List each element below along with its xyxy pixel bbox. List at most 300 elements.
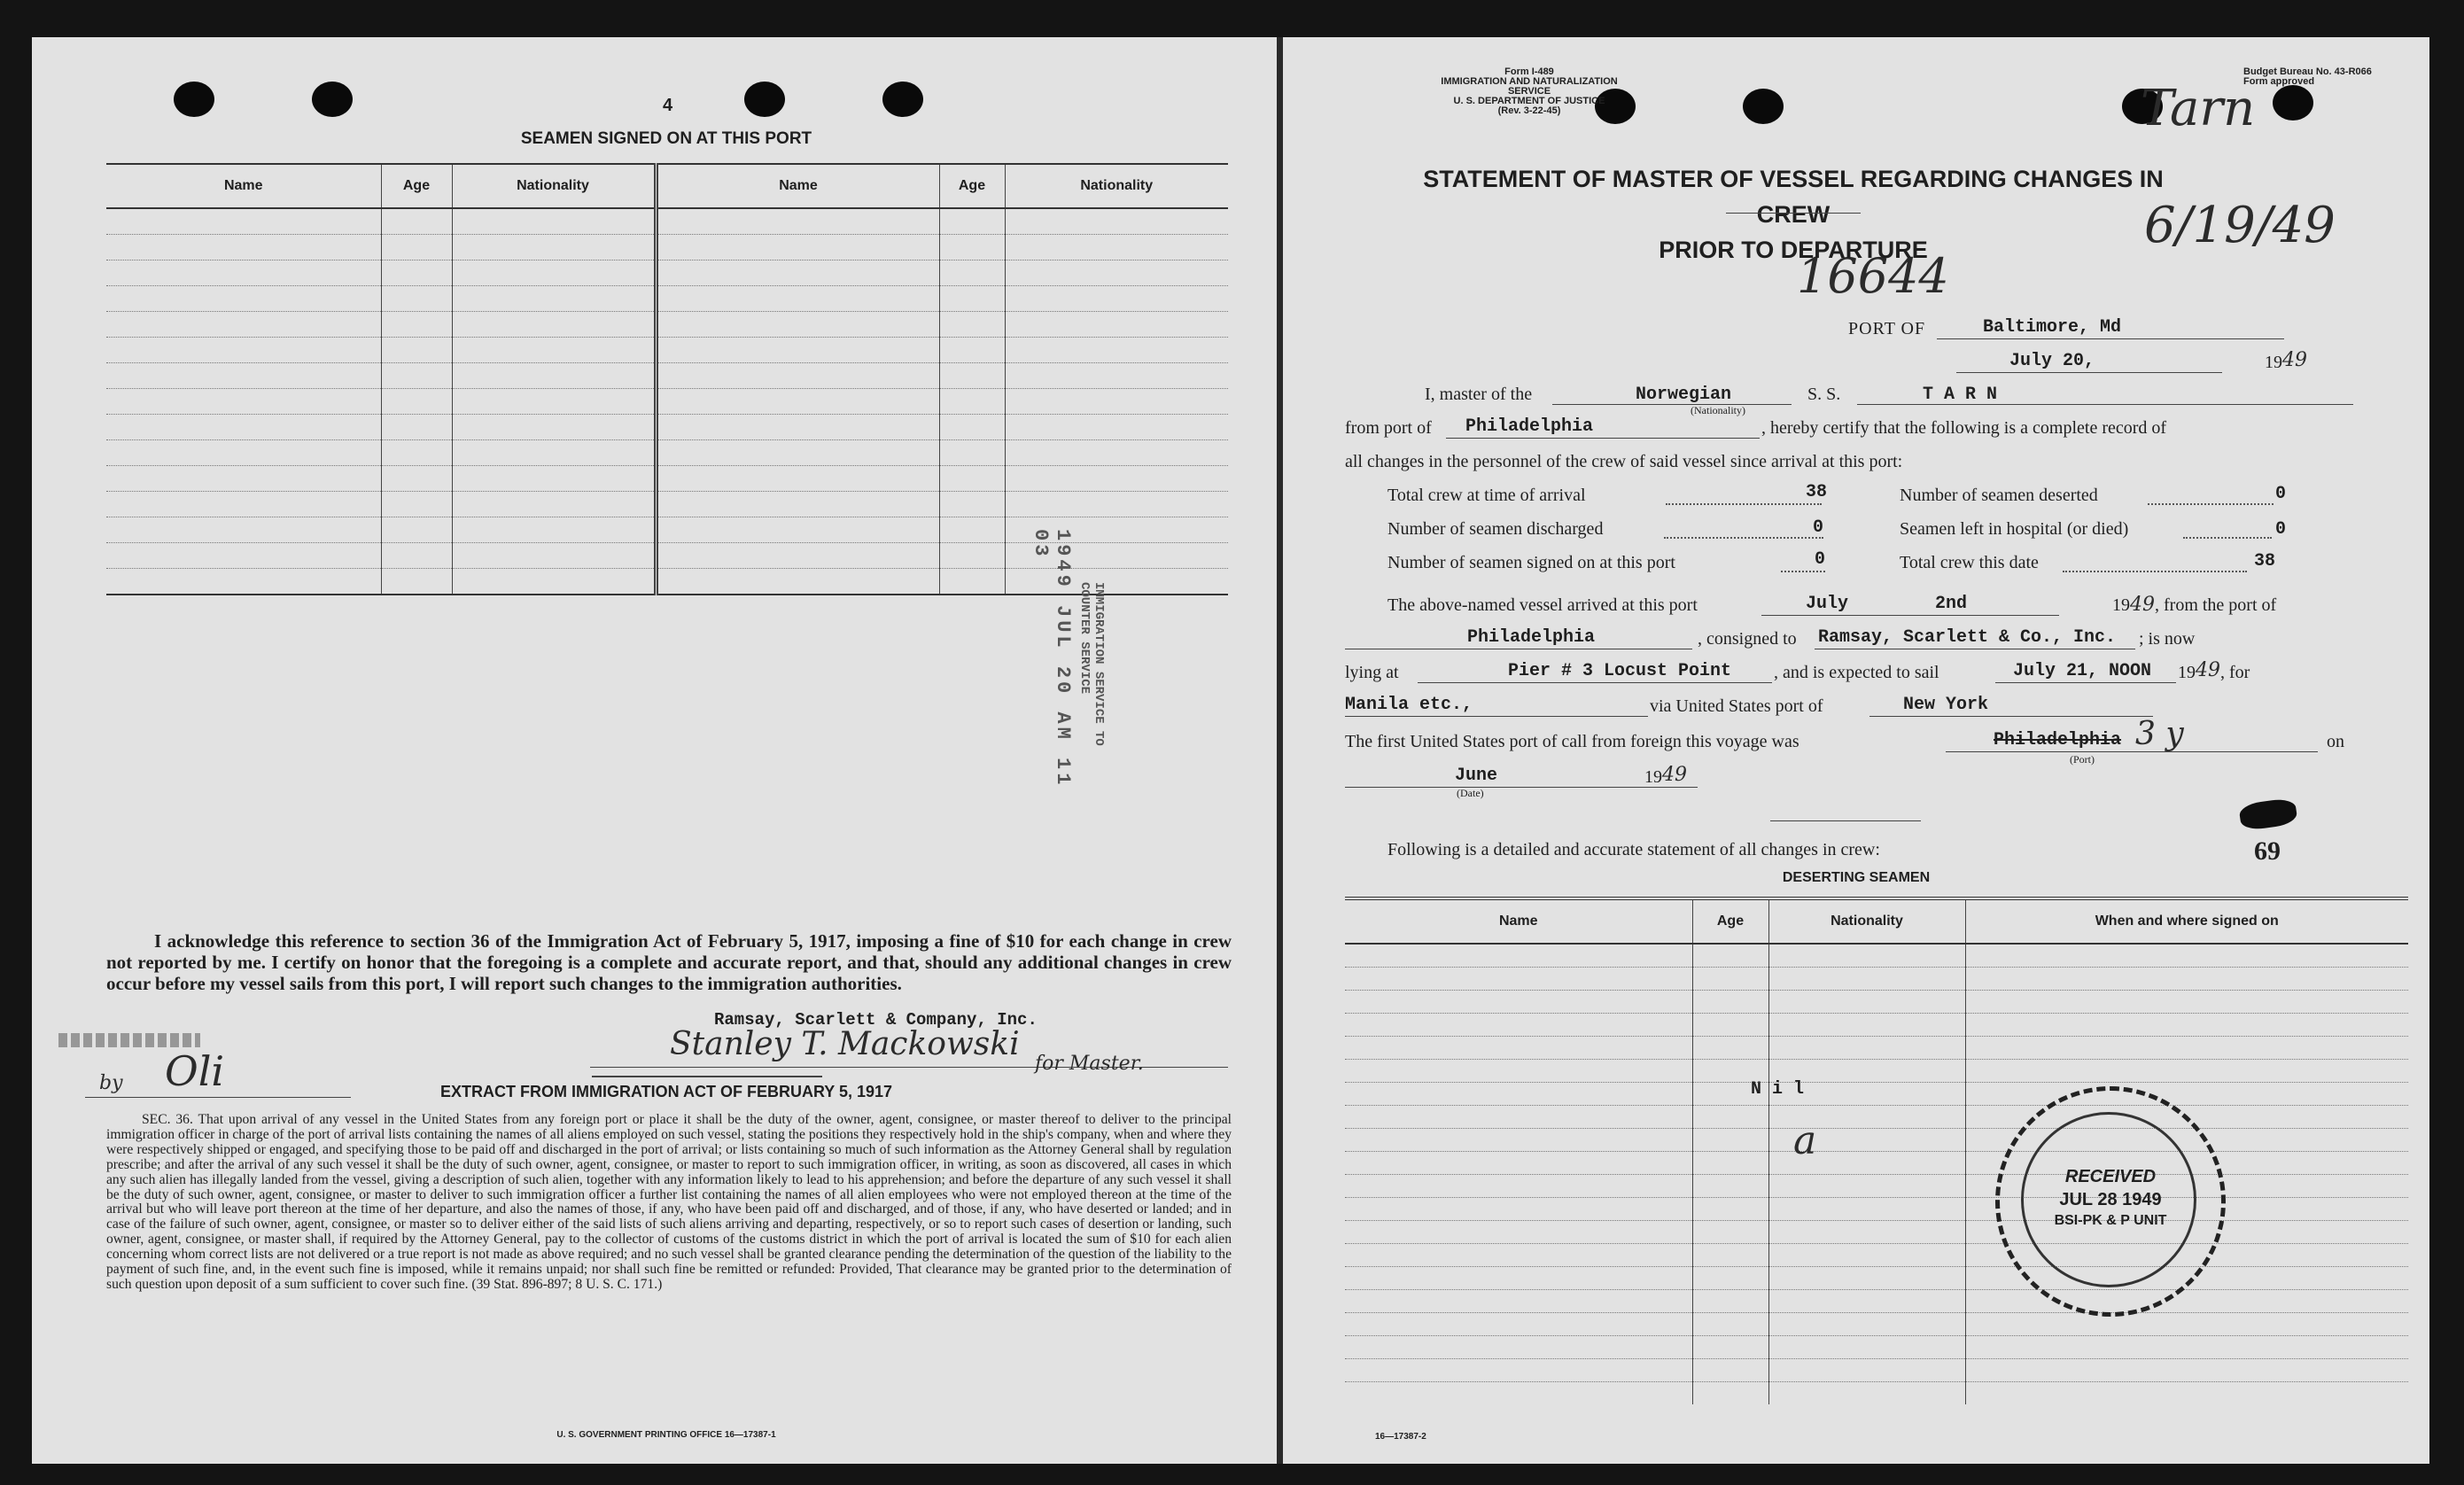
table-cell xyxy=(452,338,656,363)
table-cell xyxy=(106,466,381,492)
table-cell xyxy=(452,415,656,440)
table-cell xyxy=(939,543,1005,569)
printer-line: U. S. GOVERNMENT PRINTING OFFICE 16—17387-1 xyxy=(556,1430,776,1440)
table-cell xyxy=(1692,944,1768,968)
for-label: , for xyxy=(2220,663,2250,682)
table-cell xyxy=(1005,466,1228,492)
table-cell xyxy=(1345,1359,1692,1382)
sail-line xyxy=(1995,682,2176,683)
destination: Manila etc., xyxy=(1345,695,1473,715)
table-row xyxy=(106,389,1228,415)
punch-hole xyxy=(174,82,214,117)
lying-value: Pier # 3 Locust Point xyxy=(1508,661,1732,681)
column-header: Name xyxy=(1345,898,1692,944)
ship-name: T A R N xyxy=(1923,385,1998,405)
via-value: New York xyxy=(1903,695,1989,715)
agency-line: IMMIGRATION AND NATURALIZATION SERVICE xyxy=(1441,76,1618,97)
column-header: Name xyxy=(106,164,381,208)
from-port-value: Philadelphia xyxy=(1465,416,1594,437)
date-value: July 20, xyxy=(2009,351,2095,371)
handwritten-number: 16644 xyxy=(1797,248,1949,304)
first-port-handwritten: 3 y xyxy=(2135,716,2184,752)
extract-text: SEC. 36. That upon arrival of any vessel in the United States from any foreign port or place it shall be the duty of the owner, agent, consignee, or master thereof to deliver to the principal immigration officer in charge of the port of arrival lists containing the names of all aliens employed on such vessel, stating the positions they respectively hold in the ship's company, when and where they were respectively shipped or engaged, and specifying those to be paid off and discharged in the port of arrival; or lists containing so much of such information as the Attorney General shall by regulation prescribe; and after the arrival of any such vessel it shall be the duty of such owner, agent, consignee, or master to report to such immigration officer, in writing, as soon as discovered, all cases in which any such alien has illegally landed from the vessel, giving a description of such alien, together with any information likely to lead to his apprehension; and before the departure of any such vessel it shall be the duty of such owner, agent, consignee, or master to deliver to such immigration officer a further list containing the names of all alien employees who were not employed thereon at the time of the arrival but who will leave port thereon at the time of her departure, and also the names of those, if any, who have been paid off and discharged, and of those, if any, who have deserted or landed; and in case of the failure of such owner, agent, consignee, or master so to deliver either of the said lists of such aliens arriving and departing, respectively, or so to report such cases of desertion or landing, such owner, agent, consignee, or master shall, if required by the Attorney General, pay to the collector of customs of the customs district in which the port of arrival is located the sum of $10 for each alien concerning whom correct lists are not delivered or a true report is not made as above required; and no such vessel shall be granted clearance pending the determination of the question of the liability to the payment of such fine, and, in the event such fine is imposed, while it remains unpaid; nor shall such fine be remitted or refunded: Provided, That clearance may be granted prior to the determination of such question upon deposit of a sum sufficient to cover such fine. (39 Stat. 896-897; 8 U. S. C. 171.) xyxy=(106,1112,1232,1292)
from-port-line xyxy=(1446,438,1760,439)
table-cell xyxy=(452,440,656,466)
hospital-value: 0 xyxy=(2275,519,2287,540)
table-cell xyxy=(452,235,656,260)
table-cell xyxy=(381,389,452,415)
table-row xyxy=(1345,1382,2408,1405)
table-cell xyxy=(1768,944,1965,968)
table-cell xyxy=(1692,1037,1768,1060)
agent-name: Ramsay, Scarlett & Company, Inc. xyxy=(714,1010,1038,1030)
handwritten-tarn: Tarn xyxy=(2141,80,2256,137)
consignee: Ramsay, Scarlett & Co., Inc. xyxy=(1818,627,2117,648)
table-cell xyxy=(656,389,939,415)
table-cell xyxy=(656,466,939,492)
table-row xyxy=(1345,1267,2408,1290)
arrived-line xyxy=(1761,615,2059,616)
table-cell xyxy=(656,260,939,286)
signed-on-label: Number of seamen signed on at this port xyxy=(1387,553,1675,572)
table-cell xyxy=(381,569,452,595)
table-cell xyxy=(939,389,1005,415)
table-cell xyxy=(452,208,656,235)
table-row xyxy=(1345,1221,2408,1244)
column-header: Nationality xyxy=(1005,164,1228,208)
table-cell xyxy=(1768,991,1965,1014)
lying-line xyxy=(1418,682,1772,683)
table-row xyxy=(1345,1198,2408,1221)
table-cell xyxy=(1345,1198,1692,1221)
arrived-year: 49 xyxy=(2130,594,2155,616)
column-header: Nationality xyxy=(1768,898,1965,944)
table-cell xyxy=(452,517,656,543)
table-cell xyxy=(381,517,452,543)
table-row xyxy=(1345,1060,2408,1083)
sail-value: July 21, NOON xyxy=(2013,661,2152,681)
table-cell xyxy=(1965,1336,2408,1359)
table-cell xyxy=(452,312,656,338)
table-cell xyxy=(1692,1313,1768,1336)
table-cell xyxy=(1692,1244,1768,1267)
table-cell xyxy=(1345,1037,1692,1060)
table-cell xyxy=(1768,968,1965,991)
title-line-2: PRIOR TO DEPARTURE xyxy=(1659,237,1928,263)
form-title xyxy=(1412,161,2174,268)
table-cell xyxy=(1005,389,1228,415)
year-prefix: 19 xyxy=(2265,353,2282,372)
table-cell xyxy=(656,286,939,312)
table-cell xyxy=(1692,1152,1768,1175)
on-label: on xyxy=(2327,732,2344,751)
table-cell xyxy=(656,440,939,466)
table-cell xyxy=(106,492,381,517)
arrived-from: Philadelphia xyxy=(1467,627,1596,648)
rule xyxy=(592,1076,822,1077)
punch-hole xyxy=(2273,85,2313,121)
table-cell xyxy=(381,492,452,517)
sail-year-prefix: 19 xyxy=(2178,663,2196,682)
table-row xyxy=(1345,1106,2408,1129)
table-cell xyxy=(381,338,452,363)
table-cell xyxy=(106,517,381,543)
revision-line: (Rev. 3-22-45) xyxy=(1497,105,1561,116)
table-cell xyxy=(1692,1014,1768,1037)
table-cell xyxy=(106,543,381,569)
redaction-mark xyxy=(58,1033,200,1047)
table-cell xyxy=(1345,1221,1692,1244)
table-cell xyxy=(1768,1198,1965,1221)
total-crew-arrival-value: 38 xyxy=(1806,482,1828,502)
table-cell xyxy=(1005,286,1228,312)
table-cell xyxy=(1345,968,1692,991)
table-cell xyxy=(656,312,939,338)
table-cell xyxy=(1768,1359,1965,1382)
table-cell xyxy=(381,312,452,338)
handwritten-count: 69 xyxy=(2254,836,2281,866)
expected-label: , and is expected to sail xyxy=(1774,663,1939,682)
table-cell xyxy=(1345,1060,1692,1083)
table-cell xyxy=(381,543,452,569)
table-cell xyxy=(1768,1175,1965,1198)
table-cell xyxy=(381,260,452,286)
table-cell xyxy=(939,235,1005,260)
received-stamp xyxy=(1995,1086,2226,1317)
table-row xyxy=(1345,1083,2408,1106)
table-cell xyxy=(381,363,452,389)
table-cell xyxy=(1692,1106,1768,1129)
table-cell xyxy=(1692,1175,1768,1198)
table-cell xyxy=(1005,363,1228,389)
table-cell xyxy=(939,415,1005,440)
table-cell xyxy=(1965,1014,2408,1037)
page-gutter xyxy=(1277,37,1283,1464)
table-cell xyxy=(1768,1037,1965,1060)
leader-dots xyxy=(1666,503,1822,505)
table-cell xyxy=(1005,338,1228,363)
column-header: Age xyxy=(939,164,1005,208)
table-row xyxy=(106,363,1228,389)
table-cell xyxy=(1768,1244,1965,1267)
table-cell xyxy=(106,286,381,312)
table-row xyxy=(106,312,1228,338)
table-cell xyxy=(106,440,381,466)
table-row xyxy=(1345,1014,2408,1037)
leader-dots xyxy=(1664,537,1823,539)
table-cell xyxy=(1768,1290,1965,1313)
table-cell xyxy=(106,312,381,338)
rule xyxy=(1726,213,1861,214)
table-row xyxy=(1345,1313,2408,1336)
table-row xyxy=(1345,1290,2408,1313)
table-cell xyxy=(1005,208,1228,235)
all-changes-text: all changes in the personnel of the crew of said vessel since arrival at this port: xyxy=(1345,452,1903,471)
received-stamp-vertical: 1949 JUL 20 AM 11 03 IMMIGRATION SERVICE TO COUNTER SERVICE xyxy=(1030,529,1106,789)
table-cell xyxy=(1005,440,1228,466)
table-cell xyxy=(381,286,452,312)
table-cell xyxy=(939,286,1005,312)
signed-on-value: 0 xyxy=(1815,549,1826,570)
table-cell xyxy=(1005,415,1228,440)
stamp-date: JUL 28 1949 xyxy=(2059,1190,2162,1209)
column-header: Name xyxy=(656,164,939,208)
deserted-label: Number of seamen deserted xyxy=(1900,486,2098,505)
table-cell xyxy=(1768,1221,1965,1244)
table-cell xyxy=(939,569,1005,595)
punch-hole xyxy=(312,82,353,117)
by-initials: Oli xyxy=(165,1047,225,1095)
total-crew-arrival-label: Total crew at time of arrival xyxy=(1387,486,1586,505)
table-cell xyxy=(1692,1336,1768,1359)
table-cell xyxy=(106,235,381,260)
table-cell xyxy=(1005,492,1228,517)
table-cell xyxy=(1692,1359,1768,1382)
stamp-received: RECEIVED xyxy=(2064,1167,2157,1186)
table-cell xyxy=(452,543,656,569)
destination-line xyxy=(1345,716,1648,717)
table-cell xyxy=(1345,1106,1692,1129)
certify-text: , hereby certify that the following is a complete record of xyxy=(1761,418,2167,438)
first-date-value: June xyxy=(1455,766,1498,786)
table-cell xyxy=(1692,1198,1768,1221)
table-cell xyxy=(1345,1014,1692,1037)
table-cell xyxy=(452,466,656,492)
date-caption: (Date) xyxy=(1457,787,1484,799)
port-of-label: PORT OF xyxy=(1848,319,1926,338)
from-port-label: from port of xyxy=(1345,418,1432,438)
table-row xyxy=(1345,1244,2408,1267)
lying-label: lying at xyxy=(1345,663,1399,682)
table-row xyxy=(1345,944,2408,968)
table-cell xyxy=(1345,1267,1692,1290)
table-cell xyxy=(939,363,1005,389)
discharged-value: 0 xyxy=(1813,517,1824,538)
table-cell xyxy=(381,235,452,260)
table-cell xyxy=(656,363,939,389)
table-cell xyxy=(106,415,381,440)
table-cell xyxy=(656,415,939,440)
table-cell xyxy=(1005,312,1228,338)
table-cell xyxy=(656,338,939,363)
table-cell xyxy=(1345,1152,1692,1175)
table-cell xyxy=(1965,968,2408,991)
leader-dots xyxy=(2183,537,2272,539)
from-port-of-text: , from the port of xyxy=(2155,595,2277,615)
ss-label: S. S. xyxy=(1807,385,1841,404)
table-cell xyxy=(1965,1290,2408,1313)
table-cell xyxy=(1965,1313,2408,1336)
table-cell xyxy=(381,208,452,235)
table-cell xyxy=(1768,1336,1965,1359)
table-cell xyxy=(1965,1060,2408,1083)
deserting-title: DESERTING SEAMEN xyxy=(1782,870,1931,885)
via-line xyxy=(1869,716,2153,717)
port-caption: (Port) xyxy=(2070,753,2095,766)
table-cell xyxy=(1692,968,1768,991)
budget-number: Budget Bureau No. 43-R066 xyxy=(2243,66,2372,77)
nil-value: N i l xyxy=(1751,1079,1805,1100)
table-title: SEAMEN SIGNED ON AT THIS PORT xyxy=(520,129,812,148)
table-row xyxy=(1345,1037,2408,1060)
table-row xyxy=(106,492,1228,517)
table-cell xyxy=(1345,1083,1692,1106)
table-cell xyxy=(1965,1037,2408,1060)
date-line xyxy=(1956,372,2222,373)
table-cell xyxy=(1345,1175,1692,1198)
table-cell xyxy=(939,208,1005,235)
arrived-year-prefix: 19 xyxy=(2112,595,2130,615)
arrived-label: The above-named vessel arrived at this port xyxy=(1387,595,1698,615)
table-cell xyxy=(1965,1359,2408,1382)
table-cell xyxy=(939,466,1005,492)
table-cell xyxy=(452,260,656,286)
rule xyxy=(1770,820,1921,821)
table-cell xyxy=(452,286,656,312)
table-cell xyxy=(452,569,656,595)
table-row xyxy=(1345,991,2408,1014)
table-cell xyxy=(939,440,1005,466)
table-cell xyxy=(452,492,656,517)
table-row xyxy=(106,415,1228,440)
table-cell xyxy=(656,235,939,260)
table-cell xyxy=(939,312,1005,338)
master-signature: Stanley T. Mackowski xyxy=(670,1026,1020,1062)
total-crew-date-label: Total crew this date xyxy=(1900,553,2039,572)
table-row xyxy=(1345,1359,2408,1382)
first-port-line xyxy=(1946,751,2318,752)
table-cell xyxy=(106,208,381,235)
table-cell xyxy=(1345,1336,1692,1359)
discharged-label: Number of seamen discharged xyxy=(1387,519,1604,539)
table-cell xyxy=(1965,1382,2408,1405)
table-cell xyxy=(939,338,1005,363)
table-cell xyxy=(381,415,452,440)
table-cell xyxy=(1692,1129,1768,1152)
table-cell xyxy=(1768,1382,1965,1405)
ink-blot xyxy=(2238,797,2298,832)
table-cell xyxy=(1345,1382,1692,1405)
port-line xyxy=(1937,338,2284,339)
nationality-value: Norwegian xyxy=(1636,385,1732,405)
is-now: ; is now xyxy=(2139,629,2196,649)
arrived-month: July xyxy=(1806,594,1849,614)
sail-year: 49 xyxy=(2196,659,2220,681)
acknowledgement-paragraph: I acknowledge this reference to section 36 of the Immigration Act of February 5, 1917, imposing a fine of $10 for each change in crew not reported by me. I certify on honor that the foregoing is a complete and accurate report, and that, should any additional changes in crew occur before my vessel sails from this port, I will report such changes to the immigration authorities. xyxy=(106,930,1232,994)
table-cell xyxy=(1005,235,1228,260)
deserting-seamen-table xyxy=(1345,897,2408,1404)
column-header: Age xyxy=(1692,898,1768,944)
table-cell xyxy=(656,517,939,543)
table-cell xyxy=(1345,1313,1692,1336)
first-date-year-prefix: 19 xyxy=(1644,767,1662,787)
form-header xyxy=(1427,67,1631,116)
stamp-unit: BSI-PK & P UNIT xyxy=(2054,1213,2167,1228)
table-cell xyxy=(1692,991,1768,1014)
table-cell xyxy=(1965,1083,2408,1106)
by-label: by xyxy=(99,1072,123,1094)
table-cell xyxy=(452,363,656,389)
department-line: U. S. DEPARTMENT OF JUSTICE xyxy=(1453,96,1605,106)
leader-dots xyxy=(2148,503,2274,505)
title-line-1: STATEMENT OF MASTER OF VESSEL REGARDING CHANGES IN CREW xyxy=(1423,166,2164,228)
hospital-label: Seamen left in hospital (or died) xyxy=(1900,519,2129,539)
year-value: 49 xyxy=(2282,349,2307,371)
table-cell xyxy=(1005,260,1228,286)
total-crew-date-value: 38 xyxy=(2254,551,2276,571)
footer-code: 16—17387-2 xyxy=(1375,1432,1426,1442)
column-header: Nationality xyxy=(452,164,656,208)
table-cell xyxy=(1692,1382,1768,1405)
table-cell xyxy=(106,363,381,389)
first-date-year: 49 xyxy=(1662,764,1687,786)
leader-dots xyxy=(2063,571,2247,572)
budget-header xyxy=(2243,67,2372,87)
for-master-label: for Master. xyxy=(1035,1053,1144,1075)
form-id: Form I-489 xyxy=(1504,66,1554,77)
table-cell xyxy=(381,440,452,466)
table-cell xyxy=(106,260,381,286)
table-row xyxy=(1345,1175,2408,1198)
via-label: via United States port of xyxy=(1650,696,1823,716)
table-row xyxy=(106,208,1228,235)
table-cell xyxy=(452,389,656,415)
port-of-value: Baltimore, Md xyxy=(1983,317,2122,338)
table-cell xyxy=(656,208,939,235)
deserted-value: 0 xyxy=(2275,484,2287,504)
table-cell xyxy=(1345,991,1692,1014)
table-row xyxy=(106,235,1228,260)
column-header: Age xyxy=(381,164,452,208)
form-approved: Form approved xyxy=(2243,76,2315,87)
nationality-caption: (Nationality) xyxy=(1691,404,1745,416)
right-page xyxy=(1283,37,2429,1464)
handwritten-date: 6/19/49 xyxy=(2144,197,2336,254)
table-cell xyxy=(1692,1221,1768,1244)
table-cell xyxy=(1965,991,2408,1014)
first-port-label: The first United States port of call from foreign this voyage was xyxy=(1345,732,1799,751)
table-cell xyxy=(1345,1290,1692,1313)
table-cell xyxy=(1692,1290,1768,1313)
table-cell xyxy=(106,389,381,415)
table-cell xyxy=(1768,1313,1965,1336)
table-cell xyxy=(939,517,1005,543)
arrived-day: 2nd xyxy=(1935,594,1968,614)
left-page xyxy=(32,37,1277,1464)
table-cell xyxy=(939,492,1005,517)
table-cell xyxy=(1345,944,1692,968)
punch-hole xyxy=(882,82,923,117)
table-row xyxy=(1345,1152,2408,1175)
consigned-label: , consigned to xyxy=(1698,629,1797,649)
punch-hole xyxy=(1743,89,1784,124)
table-cell xyxy=(656,569,939,595)
page-number: 4 xyxy=(663,96,673,115)
table-row xyxy=(106,466,1228,492)
table-cell xyxy=(1768,1267,1965,1290)
table-cell xyxy=(1768,1014,1965,1037)
table-row xyxy=(1345,968,2408,991)
table-cell xyxy=(656,543,939,569)
extract-title: EXTRACT FROM IMMIGRATION ACT OF FEBRUARY 5, 1917 xyxy=(439,1083,893,1100)
table-cell xyxy=(106,569,381,595)
column-header: When and where signed on xyxy=(1965,898,2408,944)
table-cell xyxy=(656,492,939,517)
handwritten-mark: a xyxy=(1793,1118,1817,1163)
punch-hole xyxy=(744,82,785,117)
table-row xyxy=(106,440,1228,466)
table-cell xyxy=(939,260,1005,286)
